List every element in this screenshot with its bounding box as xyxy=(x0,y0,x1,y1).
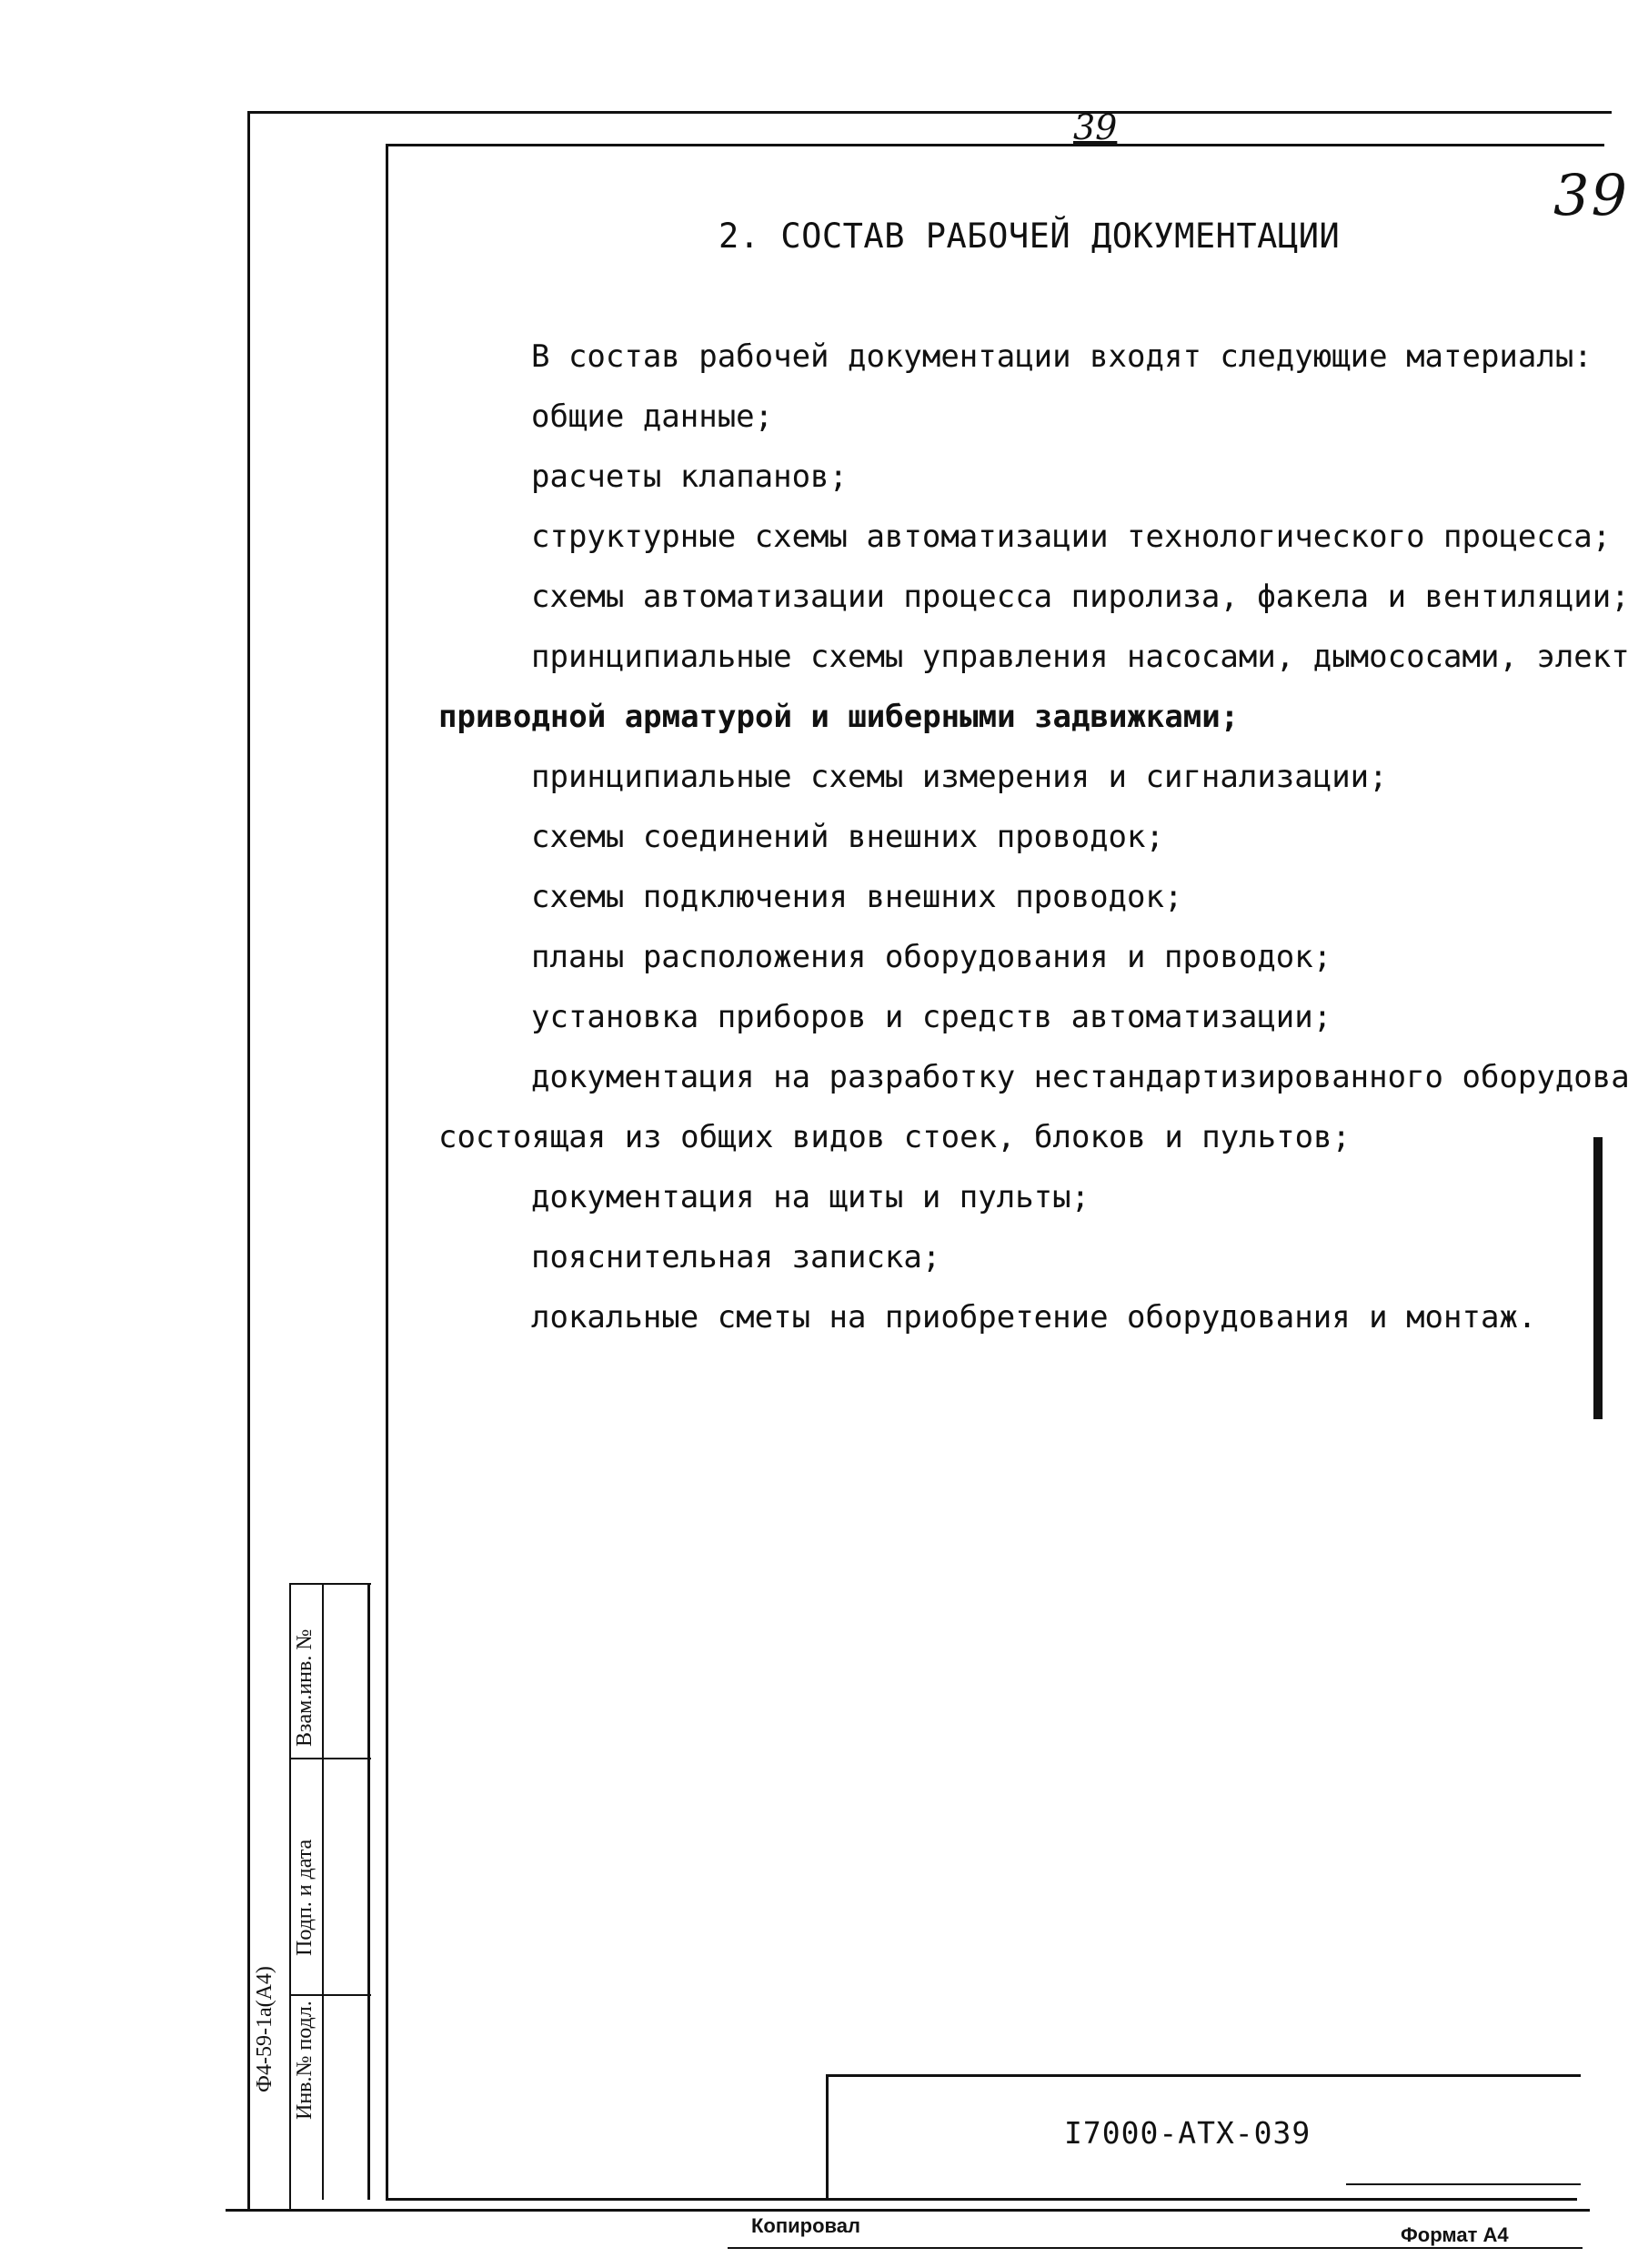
side-stamp-line xyxy=(367,1583,370,2200)
sign-date-label: Подп. и дата xyxy=(293,1839,317,1956)
section-title: 2. СОСТАВ РАБОЧЕЙ ДОКУМЕНТАЦИИ xyxy=(719,217,1341,256)
outer-frame-left xyxy=(247,111,250,2211)
list-item: принципиальные схемы управления насосами, дымососами, элект xyxy=(531,639,1630,675)
list-item: документация на щиты и пульты; xyxy=(531,1179,1090,1215)
inner-frame-top xyxy=(386,144,1604,146)
side-stamp-line xyxy=(289,1583,291,2211)
list-item: пояснительная записка; xyxy=(531,1239,941,1275)
outer-frame-top xyxy=(247,111,1612,114)
document-code: I7000-АТХ-039 xyxy=(1064,2115,1311,2151)
list-item: расчеты клапанов; xyxy=(531,459,848,495)
title-block-line xyxy=(1346,2183,1581,2185)
form-code: Ф4-59-1а(А4) xyxy=(253,1966,276,2092)
copied-by-label: Копировал xyxy=(751,2214,861,2237)
list-item: принципиальные схемы измерения и сигнализации; xyxy=(531,759,1388,795)
inner-frame-left xyxy=(386,144,388,2200)
title-block-line xyxy=(826,2074,1581,2077)
intro-text: В состав рабочей документации входят следующие материалы: xyxy=(531,338,1593,375)
list-item: планы расположения оборудования и проводок; xyxy=(531,939,1332,975)
format-label: Формат А4 xyxy=(1401,2223,1509,2246)
side-stamp-line xyxy=(289,1583,371,1585)
page-corner-number: 39 xyxy=(1553,162,1629,228)
title-block-line xyxy=(826,2074,829,2200)
right-margin-bar xyxy=(1593,1137,1603,1419)
side-stamp-line xyxy=(289,1758,371,1759)
list-item: схемы автоматизации процесса пиролиза, факела и вентиляции; xyxy=(531,579,1630,615)
list-item: общие данные; xyxy=(531,398,774,435)
list-item: локальные сметы на приобретение оборудования и монтаж. xyxy=(531,1299,1537,1336)
inv-no-orig-label: Инв.№ подл. xyxy=(293,2001,317,2120)
side-stamp-line xyxy=(289,1994,371,1996)
list-item: схемы соединений внешних проводок; xyxy=(531,819,1164,855)
replace-inv-label: Взам.инв. № xyxy=(293,1628,317,1747)
list-item: состоящая из общих видов стоек, блоков и пультов; xyxy=(438,1119,1352,1155)
footer-line xyxy=(728,2247,1583,2249)
side-stamp-line xyxy=(322,1583,324,2200)
inner-frame-bottom xyxy=(386,2198,1577,2201)
list-item: схемы подключения внешних проводок; xyxy=(531,879,1183,915)
list-item: установка приборов и средств автоматизации; xyxy=(531,999,1332,1035)
page-top-number: 39 xyxy=(1073,107,1118,147)
list-item: структурные схемы автоматизации технологического процесса; xyxy=(531,519,1612,555)
outer-frame-bottom xyxy=(226,2209,1590,2212)
list-item: приводной арматурой и шиберными задвижками; xyxy=(438,699,1240,735)
list-item: документация на разработку нестандартизированного оборудова xyxy=(531,1059,1630,1095)
